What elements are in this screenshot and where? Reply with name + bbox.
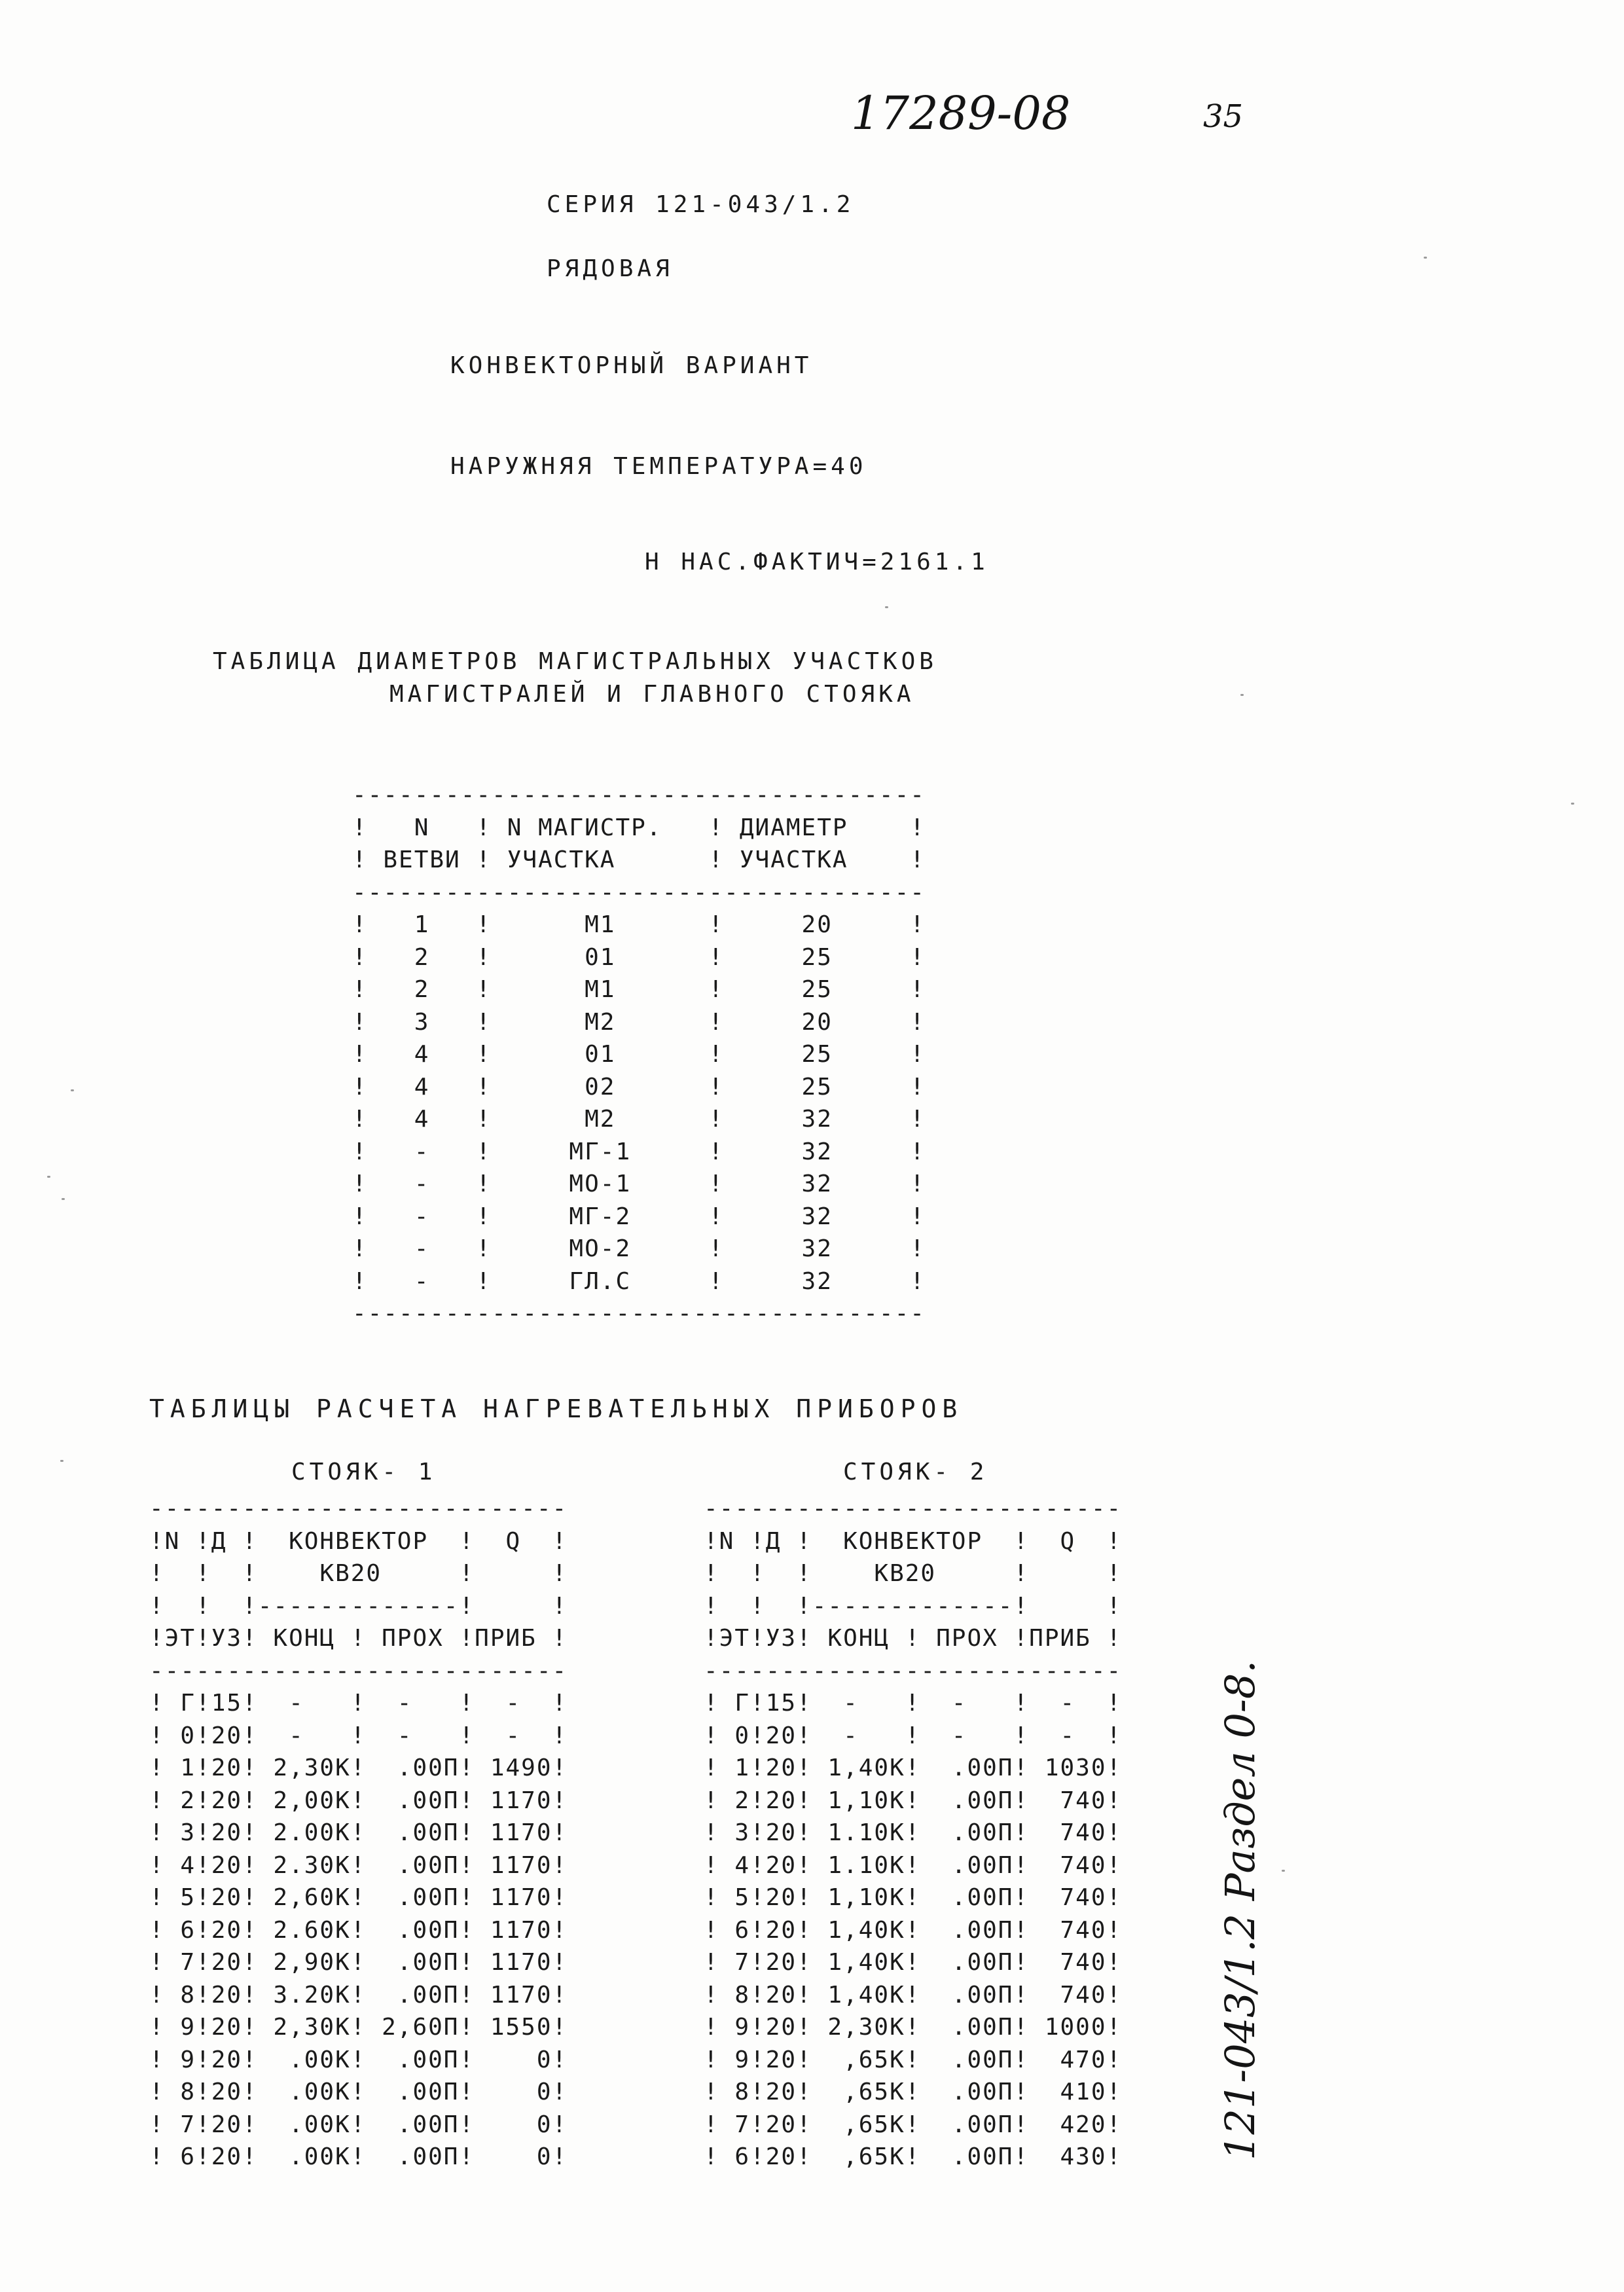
scan-speck bbox=[71, 1089, 74, 1091]
heater-tables-title: ТАБЛИЦЫ РАСЧЕТА НАГРЕВАТЕЛЬНЫХ ПРИБОРОВ bbox=[149, 1394, 964, 1423]
riser-2-title: СТОЯК- 2 bbox=[843, 1459, 988, 1485]
outdoor-temperature-line: НАРУЖНЯЯ ТЕМПЕРАТУРА=40 bbox=[450, 453, 867, 480]
diameter-table-title-line1: ТАБЛИЦА ДИАМЕТРОВ МАГИСТРАЛЬНЫХ УЧАСТКОВ bbox=[213, 648, 937, 675]
scan-speck bbox=[60, 1460, 63, 1462]
handwritten-document-number: 17289-08 bbox=[851, 86, 1071, 140]
building-type-line: РЯДОВАЯ bbox=[547, 255, 674, 282]
scan-speck bbox=[1571, 803, 1574, 805]
riser-2-heater-table: --------------------------- !N !Д ! КОНВЕКТОР ! Q ! ! ! ! КВ20 ! ! ! ! !-------------! ! !ЭТ!УЗ! КОНЦ ! ПРОХ !ПРИБ ! --------------------------- ! Г!15! - ! - ! - ! ! 0!20! - ! - ! - ! ! 1!20! 1,40К! .00П! 1030! ! 2!20! 1,10К! .00П! 740! ! 3!20! 1.10К! .00П! 740! ! 4!20! 1.10К! .00П! 740! ! 5!20! 1,10К! .00П! 740! ! 6!20! 1,40К! .00П! 740! ! 7!20! 1,40К! .00П! 740! ! 8!20! 1,40К! .00П! 740! ! 9!20! 2,30К! .00П! 1000! ! 9!20! ,65К! .00П! 470! ! 8!20! ,65К! .00П! 410! ! 7!20! ,65К! .00П! 420! ! 6!20! ,65К! .00П! 430! bbox=[704, 1495, 1123, 2170]
scan-speck bbox=[1240, 694, 1244, 696]
scan-speck bbox=[1282, 1870, 1285, 1872]
scan-speck bbox=[885, 606, 888, 608]
handwritten-side-note: 121-043/1.2 Раздел 0-8. bbox=[1216, 1660, 1264, 2160]
diameter-table: ------------------------------------- ! N ! N МАГИСТР. ! ДИАМЕТР ! ! ВЕТВИ ! УЧАСТКА ! УЧАСТКА ! ------------------------------------- ! 1 ! М1 ! 20 ! ! 2 ! 01 ! 25 ! ! 2 ! М1 ! 25 ! ! 3 ! М2 ! 20 ! ! 4 ! 01 ! 25 ! ! 4 ! 02 ! 25 ! ! 4 ! М2 ! 32 ! ! - ! МГ-1 ! 32 ! ! - ! МО-1 ! 32 ! ! - ! МГ-2 ! 32 ! ! - ! МО-2 ! 32 ! ! - ! ГЛ.С ! 32 ! ------------------------------------- bbox=[352, 782, 926, 1327]
handwritten-page-number: 35 bbox=[1203, 98, 1244, 135]
head-pressure-line: Н НАС.ФАКТИЧ=2161.1 bbox=[645, 549, 989, 575]
scan-speck bbox=[1424, 257, 1427, 259]
series-line: СЕРИЯ 121-043/1.2 bbox=[547, 191, 855, 218]
diameter-table-title-line2: МАГИСТРАЛЕЙ И ГЛАВНОГО СТОЯКА bbox=[389, 681, 915, 708]
variant-line: КОНВЕКТОРНЫЙ ВАРИАНТ bbox=[450, 352, 813, 379]
riser-1-title: СТОЯК- 1 bbox=[291, 1459, 437, 1485]
scan-speck bbox=[47, 1176, 50, 1178]
scan-speck bbox=[62, 1198, 65, 1200]
riser-1-heater-table: --------------------------- !N !Д ! КОНВЕКТОР ! Q ! ! ! ! КВ20 ! ! ! ! !-------------! ! !ЭТ!УЗ! КОНЦ ! ПРОХ !ПРИБ ! --------------------------- ! Г!15! - ! - ! - ! ! 0!20! - ! - ! - ! ! 1!20! 2,30К! .00П! 1490! ! 2!20! 2,00К! .00П! 1170! ! 3!20! 2.00К! .00П! 1170! ! 4!20! 2.30К! .00П! 1170! ! 5!20! 2,60К! .00П! 1170! ! 6!20! 2.60К! .00П! 1170! ! 7!20! 2,90К! .00П! 1170! ! 8!20! 3.20К! .00П! 1170! ! 9!20! 2,30К! 2,60П! 1550! ! 9!20! .00К! .00П! 0! ! 8!20! .00К! .00П! 0! ! 7!20! .00К! .00П! 0! ! 6!20! .00К! .00П! 0! bbox=[149, 1495, 568, 2170]
